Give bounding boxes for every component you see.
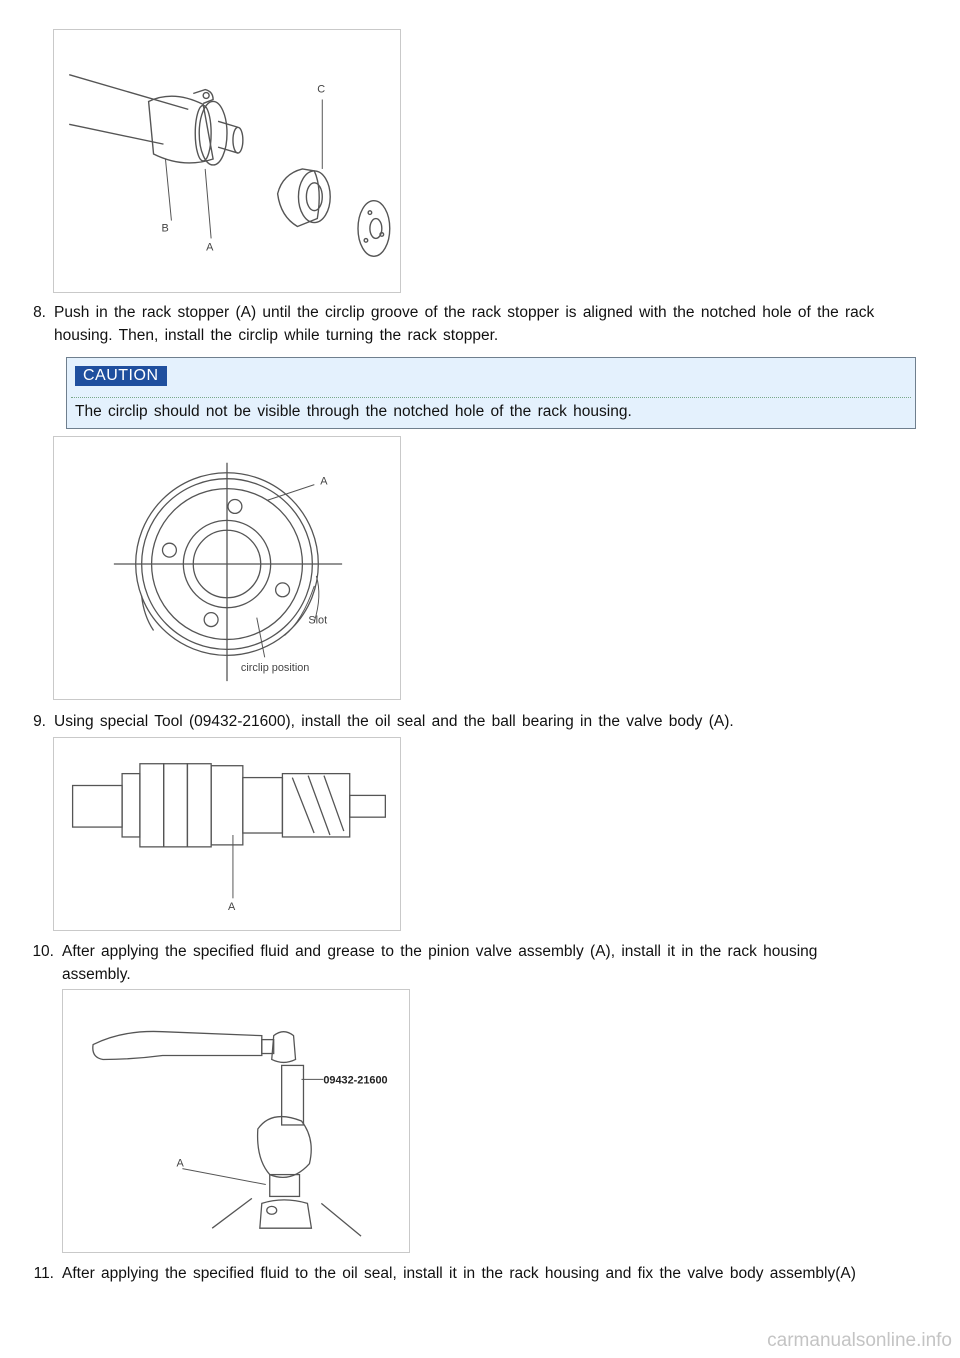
- step-text-line: Push in the rack stopper (A) until the circlip groove of the rack stopper is aligned with the notched hole of the rack: [54, 304, 875, 321]
- step-11: [0, 1262, 960, 1285]
- figure-label-c: C: [317, 83, 326, 96]
- figure-label-a: A: [227, 901, 236, 914]
- step-number: 9.: [33, 713, 46, 730]
- figure-label-a: A: [320, 475, 328, 488]
- special-tool-illustration: [63, 990, 409, 1252]
- step-9: [0, 710, 960, 733]
- step-text-line: housing. Then, install the circlip while turning the rack stopper.: [54, 327, 499, 344]
- caution-badge: CAUTION: [75, 366, 167, 386]
- figure-label-slot: Slot: [308, 614, 328, 627]
- rack-stopper-illustration: [54, 30, 400, 292]
- step-text-line: After applying the specified fluid and grease to the pinion valve assembly (A), install it in the rack housing: [62, 943, 818, 960]
- step-text-line: Using special Tool (09432-21600), install the oil seal and the ball bearing in the valve body (A).: [54, 713, 734, 730]
- step-10: [0, 940, 960, 986]
- figure-label-a: A: [206, 241, 214, 254]
- caution-box: [66, 357, 916, 429]
- step-text-line: assembly.: [62, 966, 131, 983]
- figure-label-tool: 09432-21600: [323, 1074, 388, 1087]
- watermark: carmanualsonline.info: [767, 1330, 952, 1351]
- valve-body-illustration: [54, 738, 400, 930]
- figure-valve-body: [53, 737, 401, 931]
- figure-special-tool: [62, 989, 410, 1253]
- figure-circlip-position: [53, 436, 401, 700]
- step-number: 8.: [33, 304, 46, 321]
- caution-text: The circlip should not be visible through the notched hole of the rack housing.: [75, 403, 632, 420]
- circlip-position-illustration: [54, 437, 400, 699]
- figure-label-a: A: [176, 1157, 184, 1170]
- figure-rack-stopper: [53, 29, 401, 293]
- step-text-line: After applying the specified fluid to the oil seal, install it in the rack housing and fix the valve body assembly(A): [62, 1265, 856, 1282]
- caution-divider: [71, 397, 911, 398]
- figure-label-b: B: [161, 222, 169, 235]
- step-number: 10.: [32, 943, 54, 960]
- step-8: [0, 301, 960, 347]
- step-number: 11.: [33, 1265, 54, 1282]
- figure-label-circlip-position: circlip position: [240, 662, 310, 675]
